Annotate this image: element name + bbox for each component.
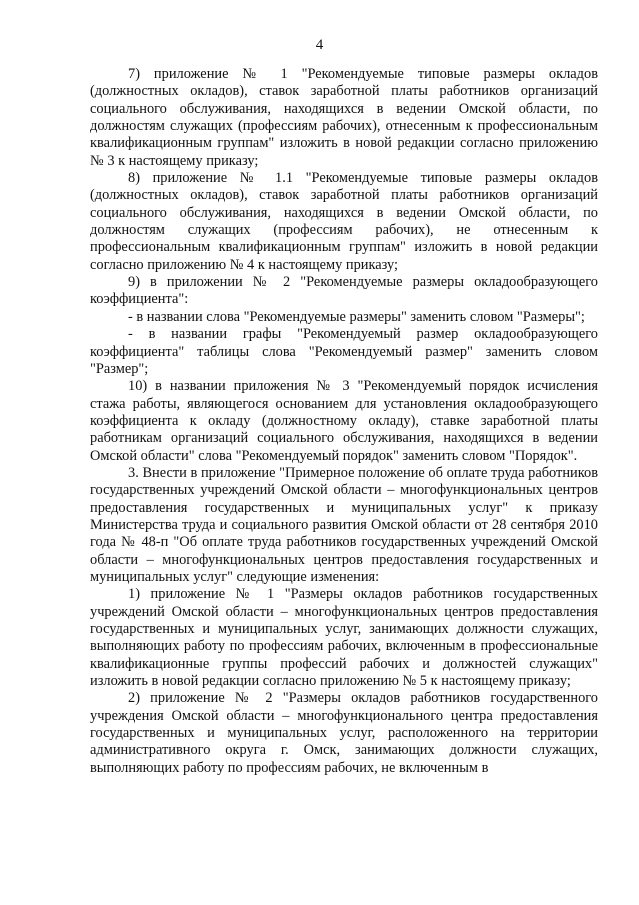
paragraph-item-7: 7) приложение № 1 "Рекомендуемые типовые размеры окладов (должностных окладов), ставок заработной платы работников организаций социального обслуживания, находящихся в ведении Омской области, по должностям служащих (профессиям рабочих), отнесенным к профессиональным квалификационным группам" изложить в новой редакции согласно приложению № 3 к настоящему приказу; bbox=[90, 66, 598, 169]
page-number: 4 bbox=[315, 37, 324, 53]
paragraph-section-3-item-1: 1) приложение № 1 "Размеры окладов работников государственных учреждений Омской области – многофункциональных центров предоставления государственных и муниципальных услуг, занимающих должности служащих, выполняющих работу по профессиям рабочих, включенным в профессиональные квалификационные группы профессий рабочих и должностей служащих" изложить в новой редакции согласно приложению № 5 к настоящему приказу; bbox=[90, 586, 598, 690]
document-body bbox=[90, 66, 598, 777]
paragraph-subitem-9b: - в названии графы "Рекомендуемый размер окладообразующего коэффициента" таблицы слова "Рекомендуемый размер" заменить словом "Размер"; bbox=[90, 326, 598, 377]
paragraph-section-3-item-2: 2) приложение № 2 "Размеры окладов работников государственного учреждения Омской области – многофункционального центра предоставления государственных и муниципальных услуг, расположенного на территории административного округа г. Омск, занимающих должности служащих, выполняющих работу по профессиям рабочих, не включенным в bbox=[90, 690, 598, 776]
paragraph-section-3: 3. Внести в приложение "Примерное положение об оплате труда работников государственных учреждений Омской области – многофункциональных центров предоставления государственных и муниципальных услуг" к приказу Министерства труда и социального развития Омской области от 28 сентября 2010 года № 48-п "Об оплате труда работников государственных учреждений Омской области – многофункциональных центров предоставления государственных и муниципальных услуг" следующие изменения: bbox=[90, 464, 598, 585]
paragraph-item-8: 8) приложение № 1.1 "Рекомендуемые типовые размеры окладов (должностных окладов), ставок заработной платы работников организаций социального обслуживания, находящихся в ведении Омской области, по должностям служащих (профессиям рабочих), не отнесенным к профессиональным квалификационным группам" изложить в новой редакции согласно приложению № 4 к настоящему приказу; bbox=[90, 170, 598, 273]
paragraph-subitem-9a: - в названии слова "Рекомендуемые размеры" заменить словом "Размеры"; bbox=[128, 308, 585, 325]
paragraph-item-10: 10) в названии приложения № 3 "Рекомендуемый порядок исчисления стажа работы, являющегося основанием для установления окладообразующего коэффициента к окладу (должностному окладу), ставке заработной платы работникам организаций социального обслуживания, находящихся в ведении Омской области" слова "Рекомендуемый порядок" заменить словом "Порядок". bbox=[90, 378, 598, 464]
paragraph-item-9: 9) в приложении № 2 "Рекомендуемые размеры окладообразующего коэффициента": bbox=[90, 274, 598, 308]
